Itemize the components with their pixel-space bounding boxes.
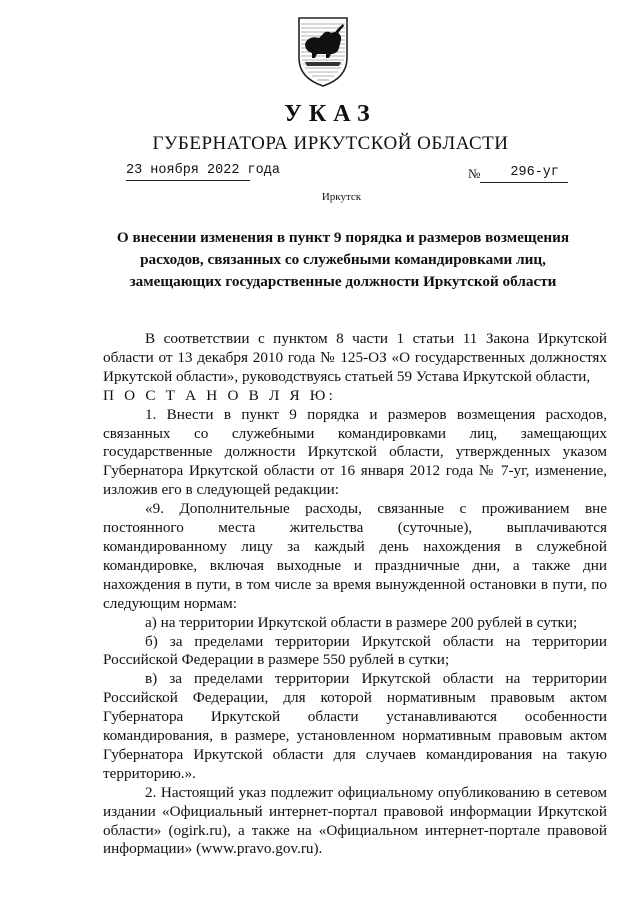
paragraph-sub-b: б) за пределами территории Иркутской области на территории Российской Федерации в размере 550 рублей в сутки; — [103, 632, 607, 669]
decree-number: 296-уг — [480, 164, 568, 183]
document-title: УКАЗ — [284, 101, 377, 127]
paragraph-item-1: 1. Внести в пункт 9 порядка и размеров возмещения расходов, связанных со служебными командировками лиц, замещающих государственные должности Иркутской области, утвержденных указом Губернатора Иркутской области от 16 января 2012 года № 7-уг, изменение, изложив его в следующей редакции: — [103, 405, 607, 499]
paragraph-preamble: В соответствии с пунктом 8 части 1 статьи 11 Закона Иркутской области от 13 декабря 2010 года № 125-ОЗ «О государственных должностях Иркутской области», руководствуясь статьей 59 Устава Иркутской области, — [103, 330, 607, 385]
paragraph-sub-c: в) за пределами территории Иркутской области на территории Российской Федерации, для которой нормативным правовым актом Губернатора Иркутской области устанавливаются особенности командирования, в размере, установленном нормативным правовым актом Губернатора Иркутской области для случаев командирования на такую территорию.». — [103, 670, 607, 782]
issuer-title: ГУБЕРНАТОРА ИРКУТСКОЙ ОБЛАСТИ — [152, 133, 509, 154]
paragraph-item-2: 2. Настоящий указ подлежит официальному опубликованию в сетевом издании «Официальный интернет-портал правовой информации Иркутской области» (ogirk.ru), а также на «Официальном интернет-портале правовой информации» (www.pravo.gov.ru). — [103, 783, 607, 858]
decree-date: 23 ноября 2022 года — [126, 162, 250, 181]
decree-number-row — [468, 162, 568, 183]
irkutsk-coat-of-arms-icon — [295, 14, 351, 88]
city-name: Иркутск — [321, 191, 362, 203]
document-heading: О внесении изменения в пункт 9 порядка и размеров возмещения расходов, связанных со служебными командировками лиц, замещающих государственные должности Иркутской области — [116, 229, 570, 290]
paragraph-quote-9: «9. Дополнительные расходы, связанные с проживанием вне постоянного места жительства (суточные), выплачиваются командированному лицу за каждый день нахождения в служебной командировке, включая выходные и праздничные дни, а также дни нахождения в пути, в том числе за время вынужденной остановки в пути, по следующим нормам: — [103, 500, 607, 612]
paragraph-sub-a: а) на территории Иркутской области в размере 200 рублей в сутки; — [145, 613, 578, 631]
document-body — [103, 330, 607, 859]
number-sign: № — [468, 166, 481, 181]
decree-word: П О С Т А Н О В Л Я Ю: — [103, 386, 337, 404]
